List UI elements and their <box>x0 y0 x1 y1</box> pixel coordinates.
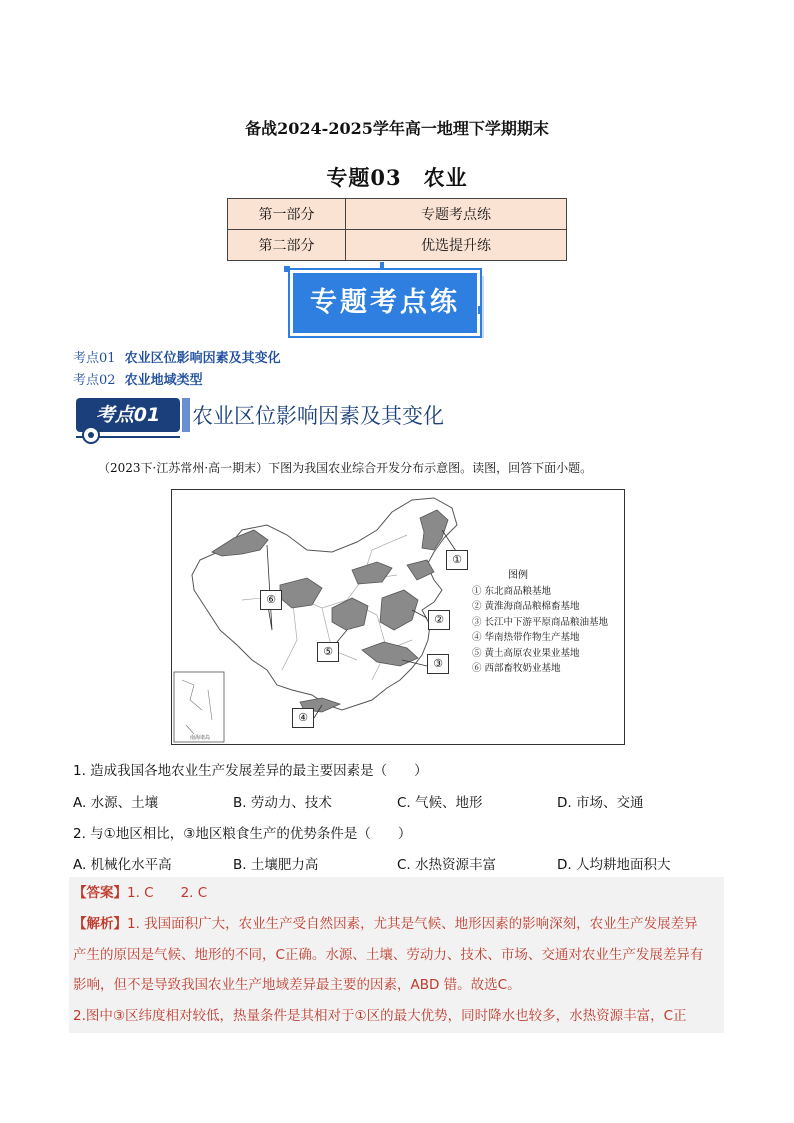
legend-item: ① 东北商品粮基地 <box>472 585 552 597</box>
banner-corner <box>380 262 384 270</box>
content-cell: 优选提升练 <box>346 230 567 261</box>
region-1-northeast <box>420 510 448 550</box>
kaodian-number: 考点02 <box>73 373 116 388</box>
section-header <box>76 396 496 442</box>
marker-3: ③ <box>427 654 449 674</box>
q1-option-a: A. 水源、土壤 <box>73 795 159 811</box>
topic-number: 专题03 <box>326 165 402 190</box>
answer-label: 【答案】 <box>73 885 127 901</box>
answer-line <box>73 878 207 908</box>
china-map-figure <box>171 489 625 745</box>
topic-name: 农业 <box>423 165 468 190</box>
q2-option-a: A. 机械化水平高 <box>73 857 172 873</box>
analysis-line-1 <box>73 909 698 939</box>
q1-option-b: B. 劳动力、技术 <box>233 795 332 811</box>
analysis-line-2: 产生的原因是气候、地形的不同，C正确。水源、土壤、劳动力、技术、市场、交通对农业生产发展差异有 <box>73 947 704 963</box>
section-title: 农业区位影响因素及其变化 <box>192 404 444 428</box>
kaodian-title: 农业区位影响因素及其变化 <box>124 351 281 366</box>
kaodian-title: 农业地域类型 <box>124 373 203 388</box>
country-outline <box>192 498 457 710</box>
map-legend <box>472 568 608 677</box>
legend-item: ⑤ 黄土高原农业果业基地 <box>472 647 580 659</box>
banner-corner <box>478 306 482 314</box>
q1-option-c: C. 气候、地形 <box>397 795 483 811</box>
answer-text: 1. C 2. C <box>127 885 208 901</box>
part-cell: 第二部分 <box>228 230 346 261</box>
section-tag-accent <box>182 398 190 432</box>
q2-option-b: B. 土壤肥力高 <box>233 857 319 873</box>
document-title: 备战2024-2025学年高一地理下学期期末 <box>245 119 549 138</box>
kaodian-link-2[interactable] <box>73 369 203 388</box>
analysis-text: 1. 我国面积广大，农业生产受自然因素，尤其是气候、地形因素的影响深刻，农业生产发展差异 <box>127 916 698 932</box>
table-row <box>228 230 567 261</box>
marker-1: ① <box>446 550 468 570</box>
parts-table <box>227 198 567 261</box>
section-banner <box>284 266 484 338</box>
marker-6: ⑥ <box>260 590 282 610</box>
legend-item: ⑥ 西部畜牧奶业基地 <box>472 663 561 674</box>
banner-label: 专题考点练 <box>290 270 480 336</box>
q2-option-d: D. 人均耕地面积大 <box>557 857 671 873</box>
question-intro: （2023下·江苏常州·高一期末）下图为我国农业综合开发分布示意图。读图，回答下面小题。 <box>98 461 593 475</box>
content-cell: 专题考点练 <box>346 199 567 230</box>
inset-frame <box>174 672 224 742</box>
legend-item: ③ 长江中下游平原商品粮油基地 <box>472 616 609 628</box>
inset-label: 南海诸岛 <box>189 735 211 741</box>
marker-2: ② <box>428 610 450 630</box>
analysis-label: 【解析】 <box>73 916 127 932</box>
topic-title <box>0 162 794 192</box>
bullet-icon <box>82 426 100 444</box>
marker-5: ⑤ <box>317 642 339 662</box>
legend-item: ② 黄淮海商品粮棉畜基地 <box>472 601 580 612</box>
analysis-line-3: 影响，但不是导致我国农业生产地域差异最主要的因素，ABD 错。故选C。 <box>73 977 521 993</box>
kaodian-number: 考点01 <box>73 351 116 366</box>
legend-title: 图例 <box>508 570 528 581</box>
banner-corner <box>284 266 290 272</box>
question-2-stem: 2. 与①地区相比，③地区粮食生产的优势条件是（ ） <box>73 826 412 842</box>
analysis-line-4: 2.图中③区纬度相对较低，热量条件是其相对于①区的最大优势，同时降水也较多，水热资源丰富，C正 <box>73 1008 687 1024</box>
marker-4: ④ <box>292 708 314 728</box>
section-tag: 考点01 <box>76 398 180 432</box>
table-row <box>228 199 567 230</box>
legend-item: ④ 华南热带作物生产基地 <box>472 632 580 643</box>
question-1-stem: 1. 造成我国各地农业生产发展差异的最主要因素是（ ） <box>73 763 428 779</box>
part-cell: 第一部分 <box>228 199 346 230</box>
kaodian-link-1[interactable] <box>73 347 281 366</box>
q1-option-d: D. 市场、交通 <box>557 795 644 811</box>
q2-option-c: C. 水热资源丰富 <box>397 857 497 873</box>
